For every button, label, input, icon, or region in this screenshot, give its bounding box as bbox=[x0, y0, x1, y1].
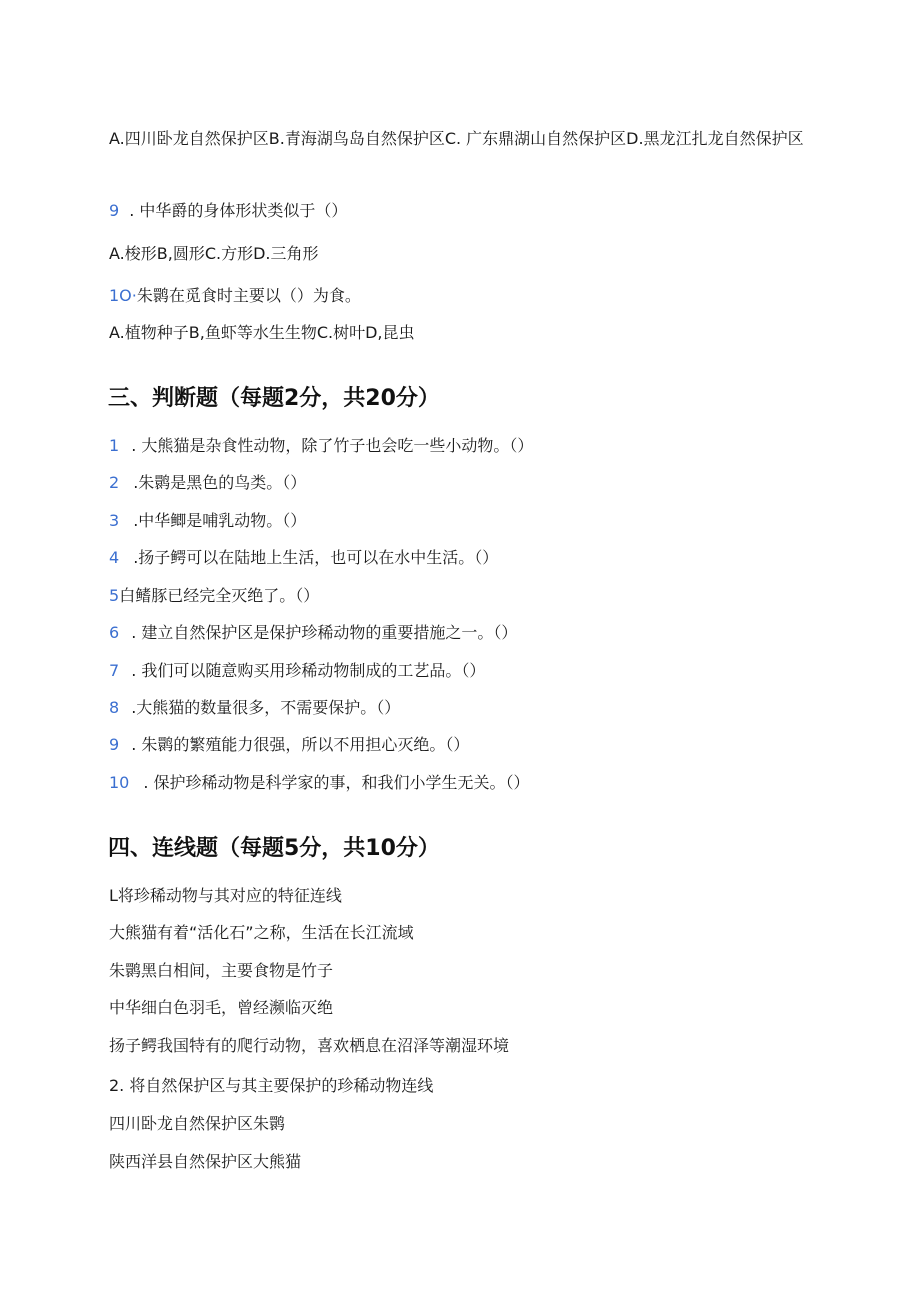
judge-item-text: . 朱鹮的繁殖能力很强，所以不用担心灭绝。（） bbox=[131, 735, 470, 754]
question-10-text: 朱鹮在觅食时主要以（）为食。 bbox=[136, 286, 361, 305]
judge-item-number: 4 bbox=[109, 548, 120, 567]
match-line-1: L将珍稀动物与其对应的特征连线 bbox=[109, 886, 342, 905]
match-line-8: 陕西洋县自然保护区大熊猫 bbox=[109, 1152, 302, 1171]
question-9 bbox=[109, 200, 347, 222]
judge-item-text: .大熊猫的数量很多，不需要保护。（） bbox=[131, 698, 401, 717]
judge-item-number: 5 bbox=[109, 586, 120, 605]
judge-item-number: 2 bbox=[109, 473, 120, 492]
match-line-4: 中华细白色羽毛，曾经濒临灭绝 bbox=[109, 998, 334, 1017]
judge-item-number: 8 bbox=[109, 698, 120, 717]
judge-item-text: .朱鹮是黑色的鸟类。（） bbox=[133, 473, 307, 492]
section-3-heading: 三、判断题（每题2分，共20分） bbox=[108, 386, 440, 411]
judge-item-5 bbox=[109, 585, 319, 607]
judge-item-number: 6 bbox=[109, 623, 120, 642]
judge-item-text: . 建立自然保护区是保护珍稀动物的重要措施之一。（） bbox=[131, 623, 518, 642]
judge-item-text: . 保护珍稀动物是科学家的事，和我们小学生无关。（） bbox=[143, 773, 530, 792]
judge-item-number: 10 bbox=[109, 773, 130, 792]
judge-item-3 bbox=[109, 510, 306, 532]
judge-item-10 bbox=[109, 772, 530, 794]
question-9-text: . 中华爵的身体形状类似于（） bbox=[129, 201, 348, 220]
question-9-number: 9 bbox=[109, 201, 120, 220]
judge-item-7 bbox=[109, 660, 485, 682]
judge-item-number: 1 bbox=[109, 436, 120, 455]
judge-item-2 bbox=[109, 472, 306, 494]
judge-item-text: . 大熊猫是杂食性动物，除了竹子也会吃一些小动物。（） bbox=[131, 436, 534, 455]
judge-item-4 bbox=[109, 547, 498, 569]
judge-item-text: .中华鲫是哺乳动物。（） bbox=[133, 511, 307, 530]
judge-item-6 bbox=[109, 622, 517, 644]
judge-item-number: 9 bbox=[109, 735, 120, 754]
judge-item-text: 白鳍豚已经完全灭绝了。（） bbox=[119, 586, 320, 605]
match-line-3: 朱鹮黑白相间，主要食物是竹子 bbox=[109, 961, 334, 980]
judge-item-8 bbox=[109, 697, 400, 719]
match-line-6: 2. 将自然保护区与其主要保护的珍稀动物连线 bbox=[109, 1076, 434, 1095]
question-9-options: A.梭形B,圆形C.方形D.三角形 bbox=[109, 244, 319, 263]
judge-item-text: . 我们可以随意购买用珍稀动物制成的工艺品。（） bbox=[131, 661, 486, 680]
section-4-heading: 四、连线题（每题5分，共10分） bbox=[108, 836, 440, 861]
judge-item-text: .扬子鳄可以在陆地上生活，也可以在水中生活。（） bbox=[133, 548, 499, 567]
match-line-5: 扬子鳄我国特有的爬行动物，喜欢栖息在沼泽等潮湿环境 bbox=[109, 1036, 510, 1055]
question-10-options: A.植物种子B,鱼虾等水生生物C.树叶D,昆虫 bbox=[109, 323, 415, 342]
judge-item-number: 7 bbox=[109, 661, 120, 680]
question-8-options: A.四川卧龙自然保护区B.青海湖鸟岛自然保护区C. 广东鼎湖山自然保护区D.黑龙江扎龙自然保护区 bbox=[109, 129, 804, 148]
judge-item-1 bbox=[109, 435, 533, 457]
question-10 bbox=[109, 285, 361, 307]
question-10-number: 1O· bbox=[109, 286, 137, 305]
judge-item-9 bbox=[109, 734, 469, 756]
match-line-2: 大熊猫有着“活化石”之称，生活在长江流域 bbox=[109, 923, 414, 942]
match-line-7: 四川卧龙自然保护区朱鹮 bbox=[109, 1114, 286, 1133]
judge-item-number: 3 bbox=[109, 511, 120, 530]
